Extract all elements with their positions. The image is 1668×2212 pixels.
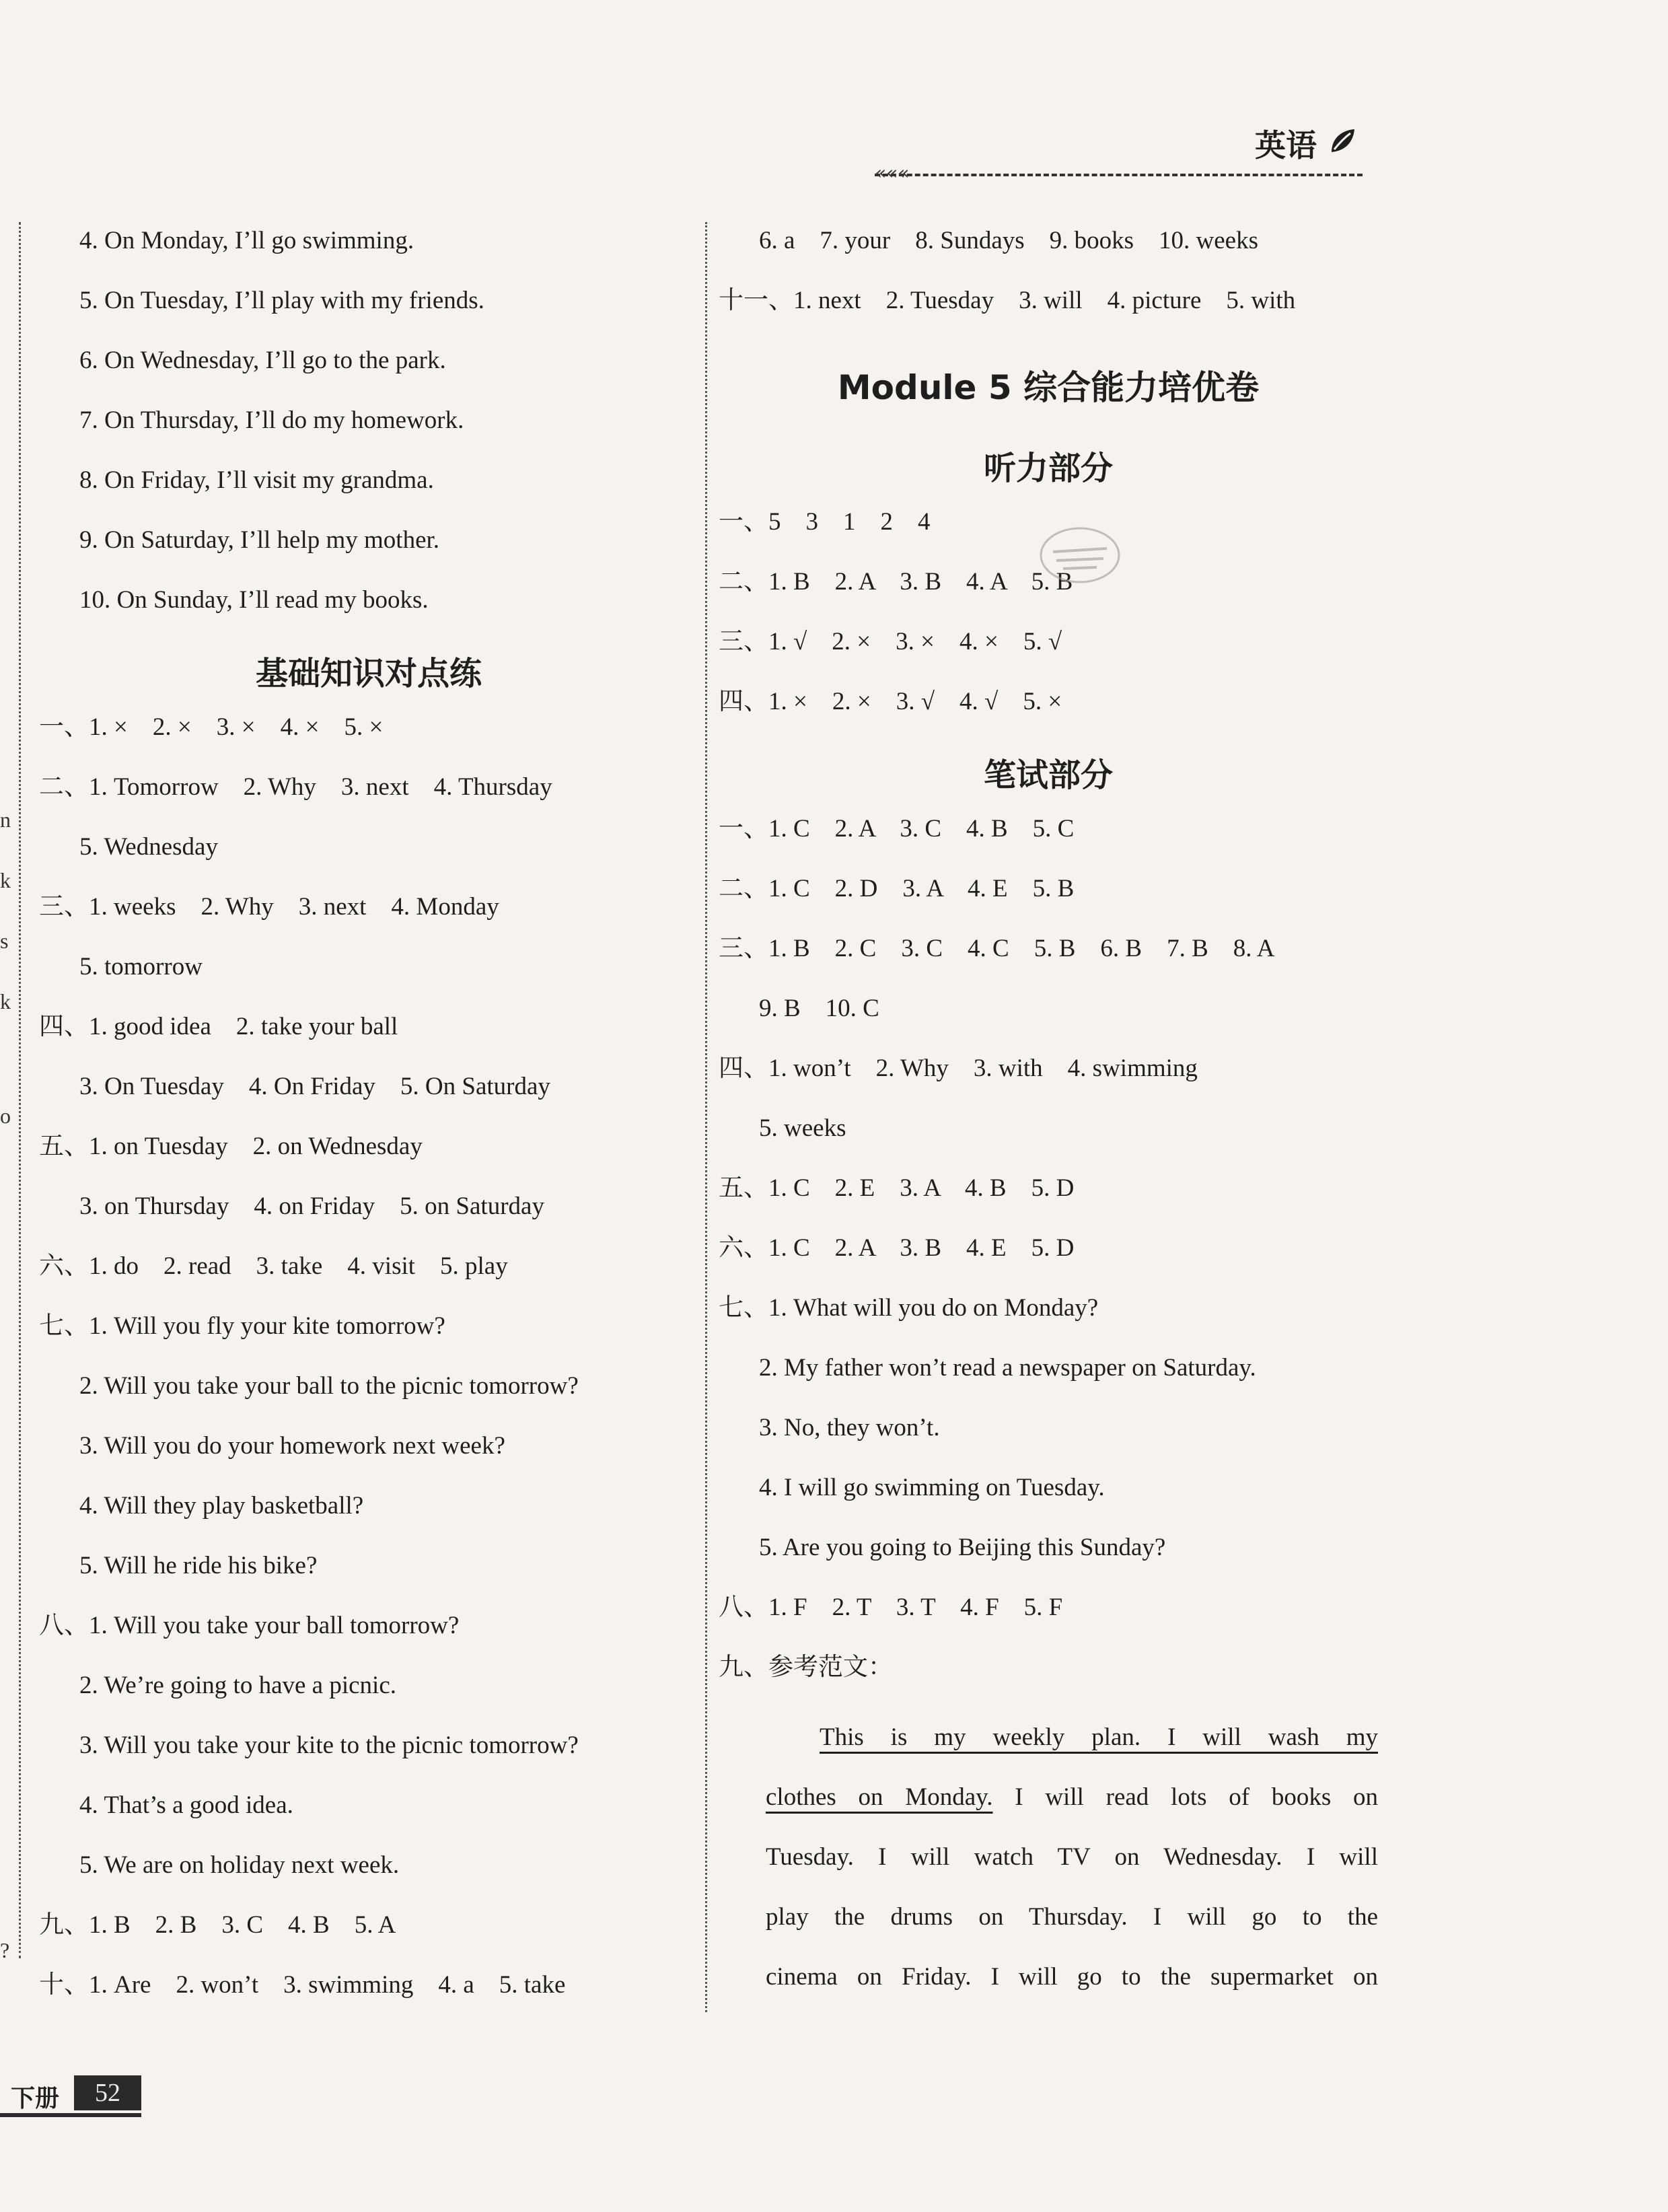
answer-line: 七、1. What will you do on Monday? <box>719 1294 1099 1322</box>
answer-line: 3. Will you take your kite to the picnic tomorrow? <box>79 1732 579 1759</box>
footer-rule <box>0 2113 141 2117</box>
answer-line: 五、1. C 2. E 3. A 4. B 5. D <box>719 1174 1075 1202</box>
answer-line: 5. On Tuesday, I’ll play with my friends. <box>79 287 484 314</box>
answer-line: 5. Are you going to Beijing this Sunday? <box>759 1534 1166 1561</box>
margin-char: k <box>0 868 11 892</box>
header-dashed-rule <box>875 174 1363 176</box>
margin-char: s <box>0 929 9 953</box>
column-divider <box>705 222 707 2012</box>
answer-line: 3. on Thursday 4. on Friday 5. on Saturday <box>79 1192 544 1220</box>
answer-line: 八、1. F 2. T 3. T 4. F 5. F <box>719 1594 1063 1621</box>
right-column <box>719 221 1378 2007</box>
answer-line: 十一、1. next 2. Tuesday 3. will 4. picture 5. with <box>719 287 1296 314</box>
essay-line: Tuesday. I will watch TV on Wednesday. I will <box>766 1843 1378 1871</box>
answer-line: 7. On Thursday, I’ll do my homework. <box>79 406 464 434</box>
answer-line: 5. weeks <box>759 1114 846 1142</box>
answer-line: 九、参考范文： <box>719 1653 893 1681</box>
answer-line: 4. That’s a good idea. <box>79 1791 293 1819</box>
answer-line: 6. a 7. your 8. Sundays 9. books 10. weeks <box>759 227 1259 254</box>
answer-line: 四、1. good idea 2. take your ball <box>39 1013 398 1040</box>
answer-line: 九、1. B 2. B 3. C 4. B 5. A <box>39 1911 396 1939</box>
answer-line: 4. On Monday, I’ll go swimming. <box>79 227 414 254</box>
answer-line: 4. I will go swimming on Tuesday. <box>759 1474 1105 1501</box>
answer-line: 9. B 10. C <box>759 995 879 1022</box>
margin-char: ? <box>0 1938 10 1962</box>
answer-line: 一、1. C 2. A 3. C 4. B 5. C <box>719 815 1075 843</box>
essay-line: play the drums on Thursday. I will go to the <box>766 1903 1378 1931</box>
answer-line: 2. Will you take your ball to the picnic tomorrow? <box>79 1372 579 1400</box>
essay-line <box>766 1767 1378 1827</box>
answer-line: 4. Will they play basketball? <box>79 1492 364 1520</box>
sample-essay <box>719 1707 1378 2007</box>
essay-line: This is my weekly plan. I will wash my <box>820 1723 1378 1751</box>
stamp-mark-icon <box>1036 522 1124 589</box>
answer-line: 二、1. B 2. A 3. B 4. A 5. B <box>719 568 1073 596</box>
listening-section-title: 听力部分 <box>983 450 1113 487</box>
answer-line: 一、5 3 1 2 4 <box>719 508 931 536</box>
answer-line: 3. On Tuesday 4. On Friday 5. On Saturday <box>79 1073 550 1100</box>
answer-line: 3. Will you do your homework next week? <box>79 1432 505 1460</box>
left-margin-rule <box>19 222 21 1958</box>
answer-line: 6. On Wednesday, I’ll go to the park. <box>79 347 446 374</box>
answer-line: 七、1. Will you fly your kite tomorrow? <box>39 1312 445 1340</box>
written-section-title: 笔试部分 <box>983 756 1113 794</box>
left-column <box>39 221 698 2025</box>
answer-line: 2. My father won’t read a newspaper on Saturday. <box>759 1354 1256 1382</box>
essay-text: I will read lots of books on <box>992 1783 1378 1811</box>
margin-char: n <box>0 808 11 832</box>
answer-line: 2. We’re going to have a picnic. <box>79 1672 397 1699</box>
answer-line: 六、1. C 2. A 3. B 4. E 5. D <box>719 1234 1075 1262</box>
section-title: 基础知识对点练 <box>255 655 482 692</box>
answer-line: 三、1. B 2. C 3. C 4. C 5. B 6. B 7. B 8. A <box>719 935 1275 962</box>
answer-line: 二、1. Tomorrow 2. Why 3. next 4. Thursday <box>39 773 552 801</box>
answer-line: 八、1. Will you take your ball tomorrow? <box>39 1612 460 1639</box>
essay-underlined-text: clothes on Monday. <box>766 1783 993 1811</box>
answer-line: 五、1. on Tuesday 2. on Wednesday <box>39 1133 423 1160</box>
answer-line: 8. On Friday, I’ll visit my grandma. <box>79 466 434 494</box>
margin-char: o <box>0 1104 11 1128</box>
page-number: 52 <box>74 2075 141 2110</box>
subject-title: 英语 <box>1255 127 1317 164</box>
margin-char: k <box>0 989 11 1013</box>
answer-line: 5. Will he ride his bike? <box>79 1552 318 1579</box>
volume-label: 下册 <box>11 2085 60 2112</box>
answer-line: 三、1. weeks 2. Why 3. next 4. Monday <box>39 893 499 921</box>
answer-line: 四、1. × 2. × 3. √ 4. √ 5. × <box>719 688 1062 715</box>
answer-line: 9. On Saturday, I’ll help my mother. <box>79 526 440 554</box>
answer-line: 一、1. × 2. × 3. × 4. × 5. × <box>39 713 384 741</box>
answer-line: 5. Wednesday <box>79 833 218 861</box>
answer-line: 二、1. C 2. D 3. A 4. E 5. B <box>719 875 1075 902</box>
answer-line: 5. tomorrow <box>79 953 203 980</box>
leaf-icon <box>1329 128 1357 155</box>
module-title: Module 5 综合能力培优卷 <box>837 368 1260 407</box>
answer-line: 四、1. won’t 2. Why 3. with 4. swimming <box>719 1055 1198 1082</box>
answer-line: 三、1. √ 2. × 3. × 4. × 5. √ <box>719 628 1062 655</box>
answer-line: 十、1. Are 2. won’t 3. swimming 4. a 5. take <box>39 1971 566 1999</box>
header-arrows-icon: ««« <box>875 162 910 184</box>
answer-line: 10. On Sunday, I’ll read my books. <box>79 586 429 614</box>
answer-line: 3. No, they won’t. <box>759 1414 940 1441</box>
essay-line: cinema on Friday. I will go to the supermarket on <box>766 1963 1378 1991</box>
answer-line: 六、1. do 2. read 3. take 4. visit 5. play <box>39 1252 508 1280</box>
answer-line: 5. We are on holiday next week. <box>79 1851 400 1879</box>
